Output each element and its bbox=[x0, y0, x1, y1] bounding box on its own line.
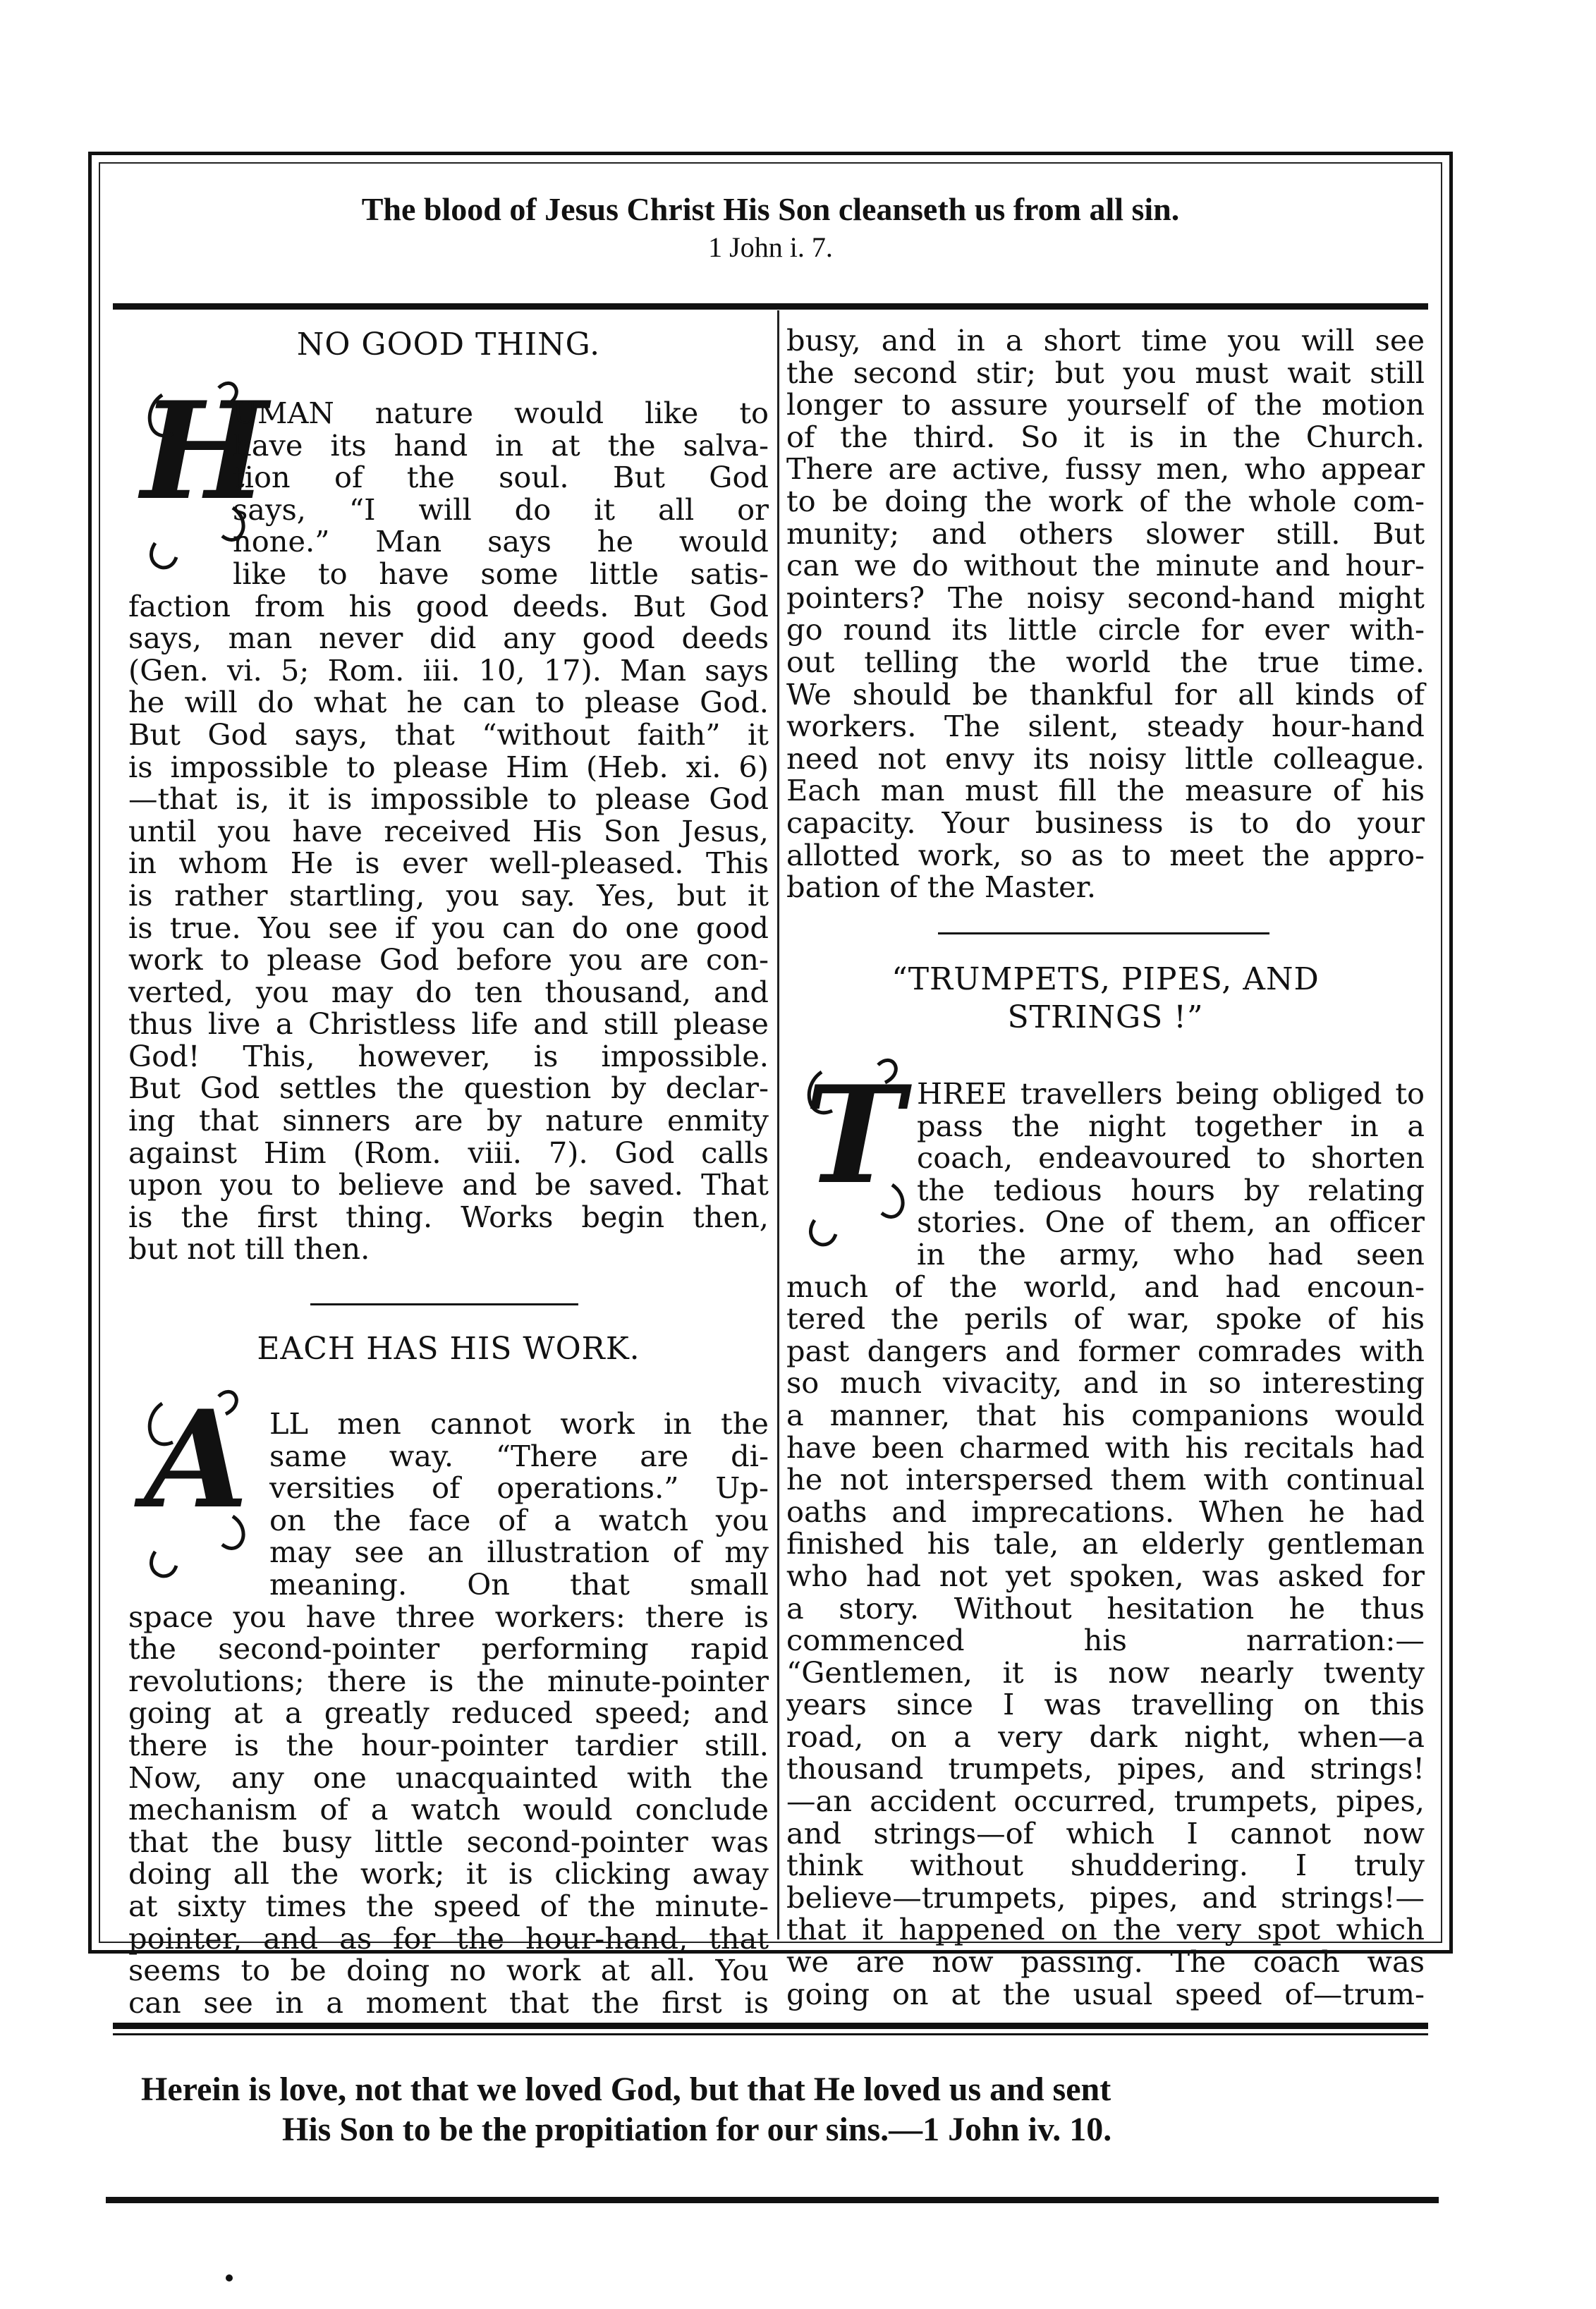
text-line: in whom He is ever well-pleased. This bbox=[128, 846, 769, 881]
text-line: going on at the usual speed of—trum- bbox=[786, 1976, 1425, 2011]
text-line: the second-pointer performing rapid bbox=[128, 1631, 769, 1667]
no-good-thing-title: NO GOOD THING. bbox=[296, 327, 601, 363]
text-line: who had not yet spoken, was asked for bbox=[786, 1558, 1425, 1593]
text-line: thus live a Christless life and still please bbox=[128, 1006, 769, 1042]
text-line: is the first thing. Works begin then, bbox=[128, 1199, 769, 1234]
text-line: ing that sinners are by nature enmity bbox=[128, 1103, 769, 1138]
text-line: finished his tale, an elderly gentleman bbox=[786, 1526, 1425, 1561]
footer-verse-line2: His Son to be the propitiation for our sins.—1 John iv. 10. bbox=[282, 2111, 1112, 2148]
header-verse: The blood of Jesus Christ His Son cleanseth us from all sin. bbox=[361, 191, 1180, 227]
text-line: doing all the work; it is clicking away bbox=[128, 1856, 769, 1891]
text-line: need not envy its noisy little colleague. bbox=[786, 741, 1425, 776]
stray-mark bbox=[226, 2274, 233, 2281]
text-line: at sixty times the speed of the minute- bbox=[128, 1888, 769, 1923]
dropcap-t: T bbox=[804, 1056, 904, 1214]
text-line: Each man must fill the measure of his bbox=[786, 773, 1425, 808]
text-line: can see in a moment that the first is bbox=[128, 1985, 769, 2020]
text-line: that the busy little second-pointer was bbox=[128, 1824, 769, 1859]
footer-verse-line1: Herein is love, not that we loved God, but that He loved us and sent bbox=[141, 2071, 1111, 2108]
trumpets-title-line1: “TRUMPETS, PIPES, AND bbox=[891, 961, 1320, 997]
text-line: versities of operations.” Up- bbox=[269, 1470, 769, 1506]
text-line: is rather startling, you say. Yes, but it bbox=[128, 877, 769, 913]
text-line: seems to be doing no work at all. You bbox=[128, 1953, 769, 1988]
text-line: workers. The silent, steady hour-hand bbox=[786, 709, 1425, 744]
text-line: work to please God before you are con- bbox=[128, 942, 769, 977]
text-line: a story. Without hesitation he thus bbox=[786, 1590, 1425, 1626]
text-line: in the army, who had seen bbox=[917, 1236, 1425, 1272]
section-rule-right bbox=[938, 932, 1269, 934]
no-good-thing-body bbox=[128, 397, 769, 1265]
text-line: think without shuddering. I truly bbox=[786, 1848, 1425, 1883]
text-line: UMAN nature would like to bbox=[233, 396, 769, 430]
text-line: but not till then. bbox=[128, 1231, 370, 1267]
text-line: says, man never did any good deeds bbox=[128, 621, 769, 656]
text-line: going at a greatly reduced speed; and bbox=[128, 1695, 769, 1731]
text-line: and strings—of which I cannot now bbox=[786, 1815, 1425, 1851]
text-line: that it happened on the very spot which bbox=[786, 1912, 1425, 1947]
text-line: allotted work, so as to meet the appro- bbox=[786, 837, 1425, 872]
dropcap-h: H bbox=[141, 372, 268, 530]
text-line: LL men cannot work in the bbox=[269, 1406, 769, 1441]
column-separator bbox=[777, 310, 779, 1939]
bottom-rule bbox=[106, 2197, 1439, 2203]
text-line: God! This, however, is impossible. bbox=[128, 1038, 769, 1073]
text-line: says, “I will do it all or bbox=[233, 492, 769, 527]
text-line: we are now passing. The coach was bbox=[786, 1944, 1425, 1980]
text-line: space you have three workers: there is bbox=[128, 1599, 769, 1634]
text-line: (Gen. vi. 5; Rom. iii. 10, 17). Man says bbox=[128, 652, 769, 688]
text-line: But God settles the question by declar- bbox=[128, 1071, 769, 1106]
header-reference: 1 John i. 7. bbox=[708, 231, 833, 263]
dropcap-a: A bbox=[145, 1381, 249, 1538]
text-line: commenced his narration:— bbox=[786, 1623, 1425, 1658]
text-line: none.” Man says he would bbox=[233, 524, 769, 559]
text-line: he will do what he can to please God. bbox=[128, 685, 769, 720]
text-line: a manner, that his companions would bbox=[786, 1397, 1425, 1432]
text-line: verted, you may do ten thousand, and bbox=[128, 974, 769, 1009]
text-line: upon you to believe and be saved. That bbox=[128, 1167, 769, 1202]
text-line: oaths and imprecations. When he had bbox=[786, 1494, 1425, 1529]
text-line: on the face of a watch you bbox=[269, 1502, 769, 1537]
text-line: coach, endeavoured to shorten bbox=[917, 1140, 1425, 1176]
each-has-his-work-title: EACH HAS HIS WORK. bbox=[257, 1331, 640, 1367]
text-line: may see an illustration of my bbox=[269, 1535, 769, 1570]
text-line: pointers? The noisy second-hand might bbox=[786, 580, 1425, 615]
text-line: the second stir; but you must wait still bbox=[786, 355, 1425, 390]
text-line: like to have some little satis- bbox=[233, 556, 769, 591]
text-line: is impossible to please Him (Heb. xi. 6) bbox=[128, 749, 769, 784]
text-line: against Him (Rom. viii. 7). God calls bbox=[128, 1135, 769, 1170]
text-line: —an accident occurred, trumpets, pipes, bbox=[786, 1784, 1425, 1819]
text-line: munity; and others slower still. But bbox=[786, 516, 1425, 551]
text-line: faction from his good deeds. But God bbox=[128, 588, 769, 623]
text-line: tion of the soul. But God bbox=[233, 460, 769, 495]
text-line: believe—trumpets, pipes, and strings!— bbox=[786, 1880, 1425, 1915]
footer-rule-thin bbox=[113, 2033, 1428, 2035]
text-line: much of the world, and had encoun- bbox=[786, 1269, 1425, 1304]
section-rule bbox=[310, 1303, 578, 1305]
text-line: capacity. Your business is to do your bbox=[786, 805, 1425, 840]
text-line: —that is, it is impossible to please God bbox=[128, 781, 769, 817]
text-line: the tedious hours by relating bbox=[917, 1172, 1425, 1207]
text-line: There are active, fussy men, who appear bbox=[786, 451, 1425, 487]
text-line: of the third. So it is in the Church. bbox=[786, 419, 1425, 454]
text-line: meaning. On that small bbox=[269, 1566, 769, 1602]
text-line: so much vivacity, and in so interesting bbox=[786, 1365, 1425, 1401]
text-line: bation of the Master. bbox=[786, 870, 1097, 905]
text-line: years since I was travelling on this bbox=[786, 1687, 1425, 1722]
trumpets-body bbox=[786, 1078, 1425, 2010]
text-line: until you have received His Son Jesus, bbox=[128, 813, 769, 848]
text-line: “Gentlemen, it is now nearly twenty bbox=[786, 1655, 1425, 1690]
text-line: Now, any one unacquainted with the bbox=[128, 1760, 769, 1795]
text-line: he not interspersed them with continual bbox=[786, 1462, 1425, 1497]
footer-rule bbox=[113, 2023, 1428, 2029]
text-line: pointer, and as for the hour-hand, that bbox=[128, 1920, 769, 1956]
each-has-his-work-body bbox=[128, 1408, 769, 2018]
text-line: out telling the world the true time. bbox=[786, 644, 1425, 679]
text-line: there is the hour-pointer tardier still. bbox=[128, 1727, 769, 1762]
text-line: can we do without the minute and hour- bbox=[786, 548, 1425, 583]
text-line: stories. One of them, an officer bbox=[917, 1205, 1425, 1240]
text-line: But God says, that “without faith” it bbox=[128, 717, 769, 752]
text-line: have been charmed with his recitals had bbox=[786, 1430, 1425, 1465]
text-line: have its hand in at the salva- bbox=[233, 427, 769, 463]
text-line: go round its little circle for ever with- bbox=[786, 612, 1425, 647]
text-line: to be doing the work of the whole com- bbox=[786, 483, 1425, 518]
text-line: busy, and in a short time you will see bbox=[786, 323, 1425, 358]
text-line: longer to assure yourself of the motion bbox=[786, 387, 1425, 422]
text-line: same way. “There are di- bbox=[269, 1438, 769, 1473]
text-line: revolutions; there is the minute-pointer bbox=[128, 1663, 769, 1698]
text-line: tered the perils of war, spoke of his bbox=[786, 1301, 1425, 1336]
text-line: pass the night together in a bbox=[917, 1108, 1425, 1143]
text-line: HREE travellers being obliged to bbox=[917, 1076, 1425, 1111]
text-line: thousand trumpets, pipes, and strings! bbox=[786, 1751, 1425, 1786]
text-line: mechanism of a watch would conclude bbox=[128, 1792, 769, 1827]
trumpets-title-line2: STRINGS !” bbox=[1007, 999, 1204, 1035]
text-line: road, on a very dark night, when—a bbox=[786, 1719, 1425, 1754]
header-rule bbox=[113, 303, 1428, 310]
text-line: is true. You see if you can do one good bbox=[128, 910, 769, 945]
text-line: past dangers and former comrades with bbox=[786, 1333, 1425, 1368]
text-line: We should be thankful for all kinds of bbox=[786, 676, 1425, 712]
each-has-his-work-continued bbox=[786, 324, 1425, 903]
